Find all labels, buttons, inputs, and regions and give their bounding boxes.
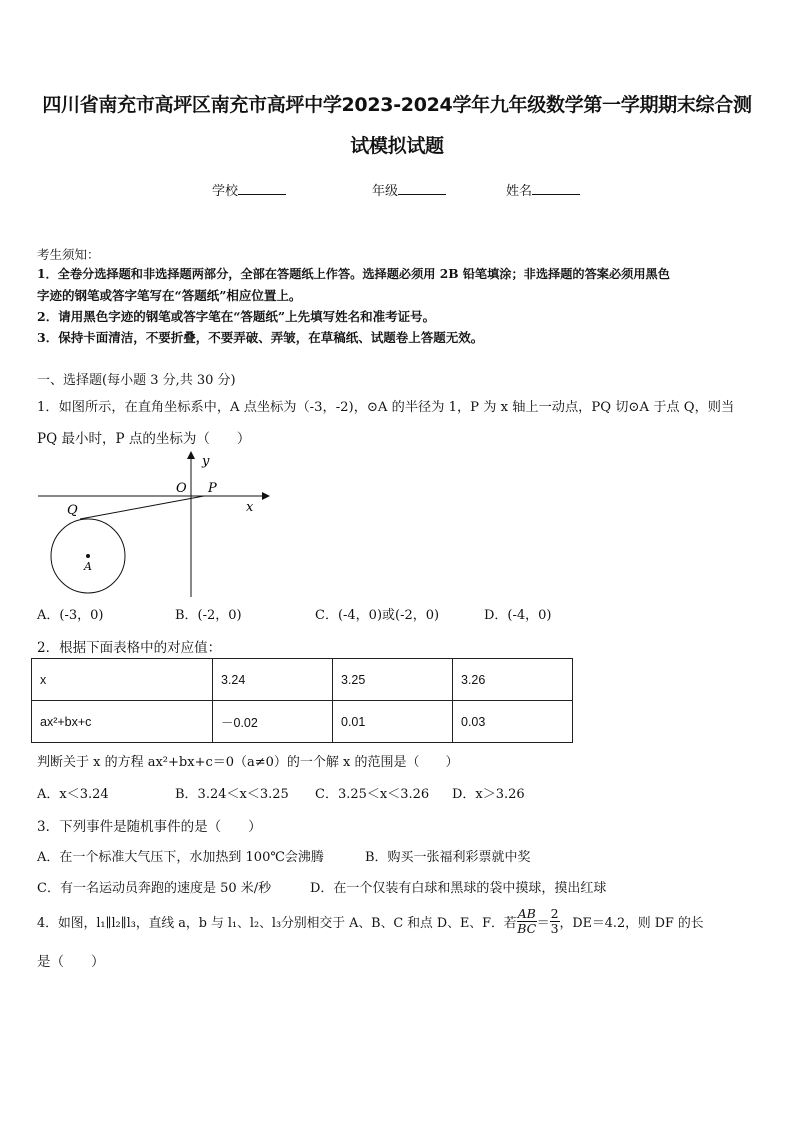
name-label: 姓名: [506, 184, 533, 199]
q3-option-a: A．在一个标准大气压下，水加热到 100℃会沸腾: [37, 850, 324, 865]
q4-stem-line2: 是（ ）: [37, 954, 105, 970]
q4-fraction-ab-bc: [517, 907, 537, 936]
table-cell: 0.03: [453, 701, 573, 743]
x-label: x: [246, 500, 254, 515]
fraction-numerator: AB: [517, 905, 536, 921]
exam-title-line2: 试模拟试题: [350, 135, 444, 157]
x-axis-arrow: [262, 492, 270, 500]
q2-stem: 2．根据下面表格中的对应值：: [37, 640, 222, 656]
notice-item2: 2．请用黑色字迹的钢笔或答字笔在“答题纸”上先填写姓名和准考证号。: [37, 309, 436, 324]
q3-option-b: B．购买一张福利彩票就中奖: [365, 850, 531, 865]
grade-field: [372, 180, 446, 199]
table-cell: 3.26: [453, 659, 573, 701]
fraction-denominator: 3: [550, 920, 559, 936]
q4-fraction-two-thirds: [550, 907, 560, 936]
y-label: y: [202, 454, 210, 469]
notice-item3: 3．保持卡面清洁，不要折叠，不要弄破、弄皱，在草稿纸、试题卷上答题无效。: [37, 330, 484, 345]
q3-option-c: C．有一名运动员奔跑的速度是 50 米/秒: [37, 881, 272, 896]
school-field: [212, 180, 286, 199]
q4-stem-part1: 4．如图，l₁∥l₂∥l₃，直线 a，b 与 l₁、l₂、l₃分别相交于 A、B、C 和点 D、E、F．若: [37, 915, 517, 931]
q1-option-a: A．(-3，0): [37, 608, 104, 623]
q2-question: 判断关于 x 的方程 ax²+bx+c＝0（a≠0）的一个解 x 的范围是（ ）: [37, 755, 459, 770]
fraction-denominator: BC: [517, 920, 537, 936]
q1-option-b: B．(-2，0): [175, 608, 242, 623]
grade-blank: [398, 182, 446, 195]
table-cell: ax²+bx+c: [32, 701, 213, 743]
point-p-label: P: [208, 481, 217, 496]
table-cell: －0.02: [213, 701, 333, 743]
exam-title-line1: 四川省南充市高坪区南充市高坪中学2023-2024学年九年级数学第一学期期末综合测: [42, 94, 752, 116]
school-label: 学校: [212, 184, 239, 199]
center-a-dot: [86, 554, 90, 558]
table-cell: x: [32, 659, 213, 701]
q4-equals: ＝: [536, 915, 550, 931]
table-cell: 3.24: [213, 659, 333, 701]
notice-heading: 考生须知：: [37, 247, 100, 262]
point-q-label: Q: [67, 503, 78, 518]
y-axis-arrow: [187, 451, 195, 459]
table-row: [32, 659, 573, 701]
q4-stem-part2: ，DE＝4.2，则 DF 的长: [559, 915, 704, 931]
q2-option-d: D．x＞3.26: [452, 787, 525, 802]
table-cell: 0.01: [333, 701, 453, 743]
q1-figure: [0, 445, 300, 605]
q1-option-d: D．(-4，0): [484, 608, 552, 623]
section-heading: 一、选择题(每小题 3 分,共 30 分): [37, 373, 236, 388]
grade-label: 年级: [372, 184, 399, 199]
q4-stem-line1: [37, 903, 704, 939]
q1-stem-line1: 1．如图所示，在直角坐标系中，A 点坐标为（-3，-2)，⊙A 的半径为 1，P 为 x 轴上一动点，PQ 切⊙A 于点 Q，则当: [37, 400, 735, 415]
q1-stem-line2: PQ 最小时，P 点的坐标为（ ）: [37, 431, 251, 447]
table-cell: 3.25: [333, 659, 453, 701]
q3-option-d: D．在一个仅装有白球和黑球的袋中摸球，摸出红球: [310, 881, 607, 896]
q3-stem: 3．下列事件是随机事件的是（ ）: [37, 819, 262, 835]
point-a-label: A: [84, 560, 92, 573]
notice-item1-line2: 字迹的钢笔或答字笔写在“答题纸”相应位置上。: [37, 288, 302, 303]
school-blank: [238, 182, 286, 195]
name-blank: [532, 182, 580, 195]
q2-option-a: A．x＜3.24: [37, 787, 109, 802]
q1-option-c: C．(-4，0)或(-2，0): [315, 608, 440, 623]
notice-item1-line1: 1．全卷分选择题和非选择题两部分，全部在答题纸上作答。选择题必须用 2B 铅笔填涂；非选择题的答案必须用黑色: [37, 267, 670, 281]
origin-label: O: [176, 481, 187, 496]
fraction-numerator: 2: [550, 905, 559, 921]
table-row: [32, 701, 573, 743]
name-field: [506, 180, 580, 199]
q2-option-b: B．3.24＜x＜3.25: [175, 787, 289, 802]
q2-option-c: C．3.25＜x＜3.26: [315, 787, 430, 802]
q2-value-table: [31, 658, 573, 743]
tangent-line-pq: [80, 496, 204, 519]
